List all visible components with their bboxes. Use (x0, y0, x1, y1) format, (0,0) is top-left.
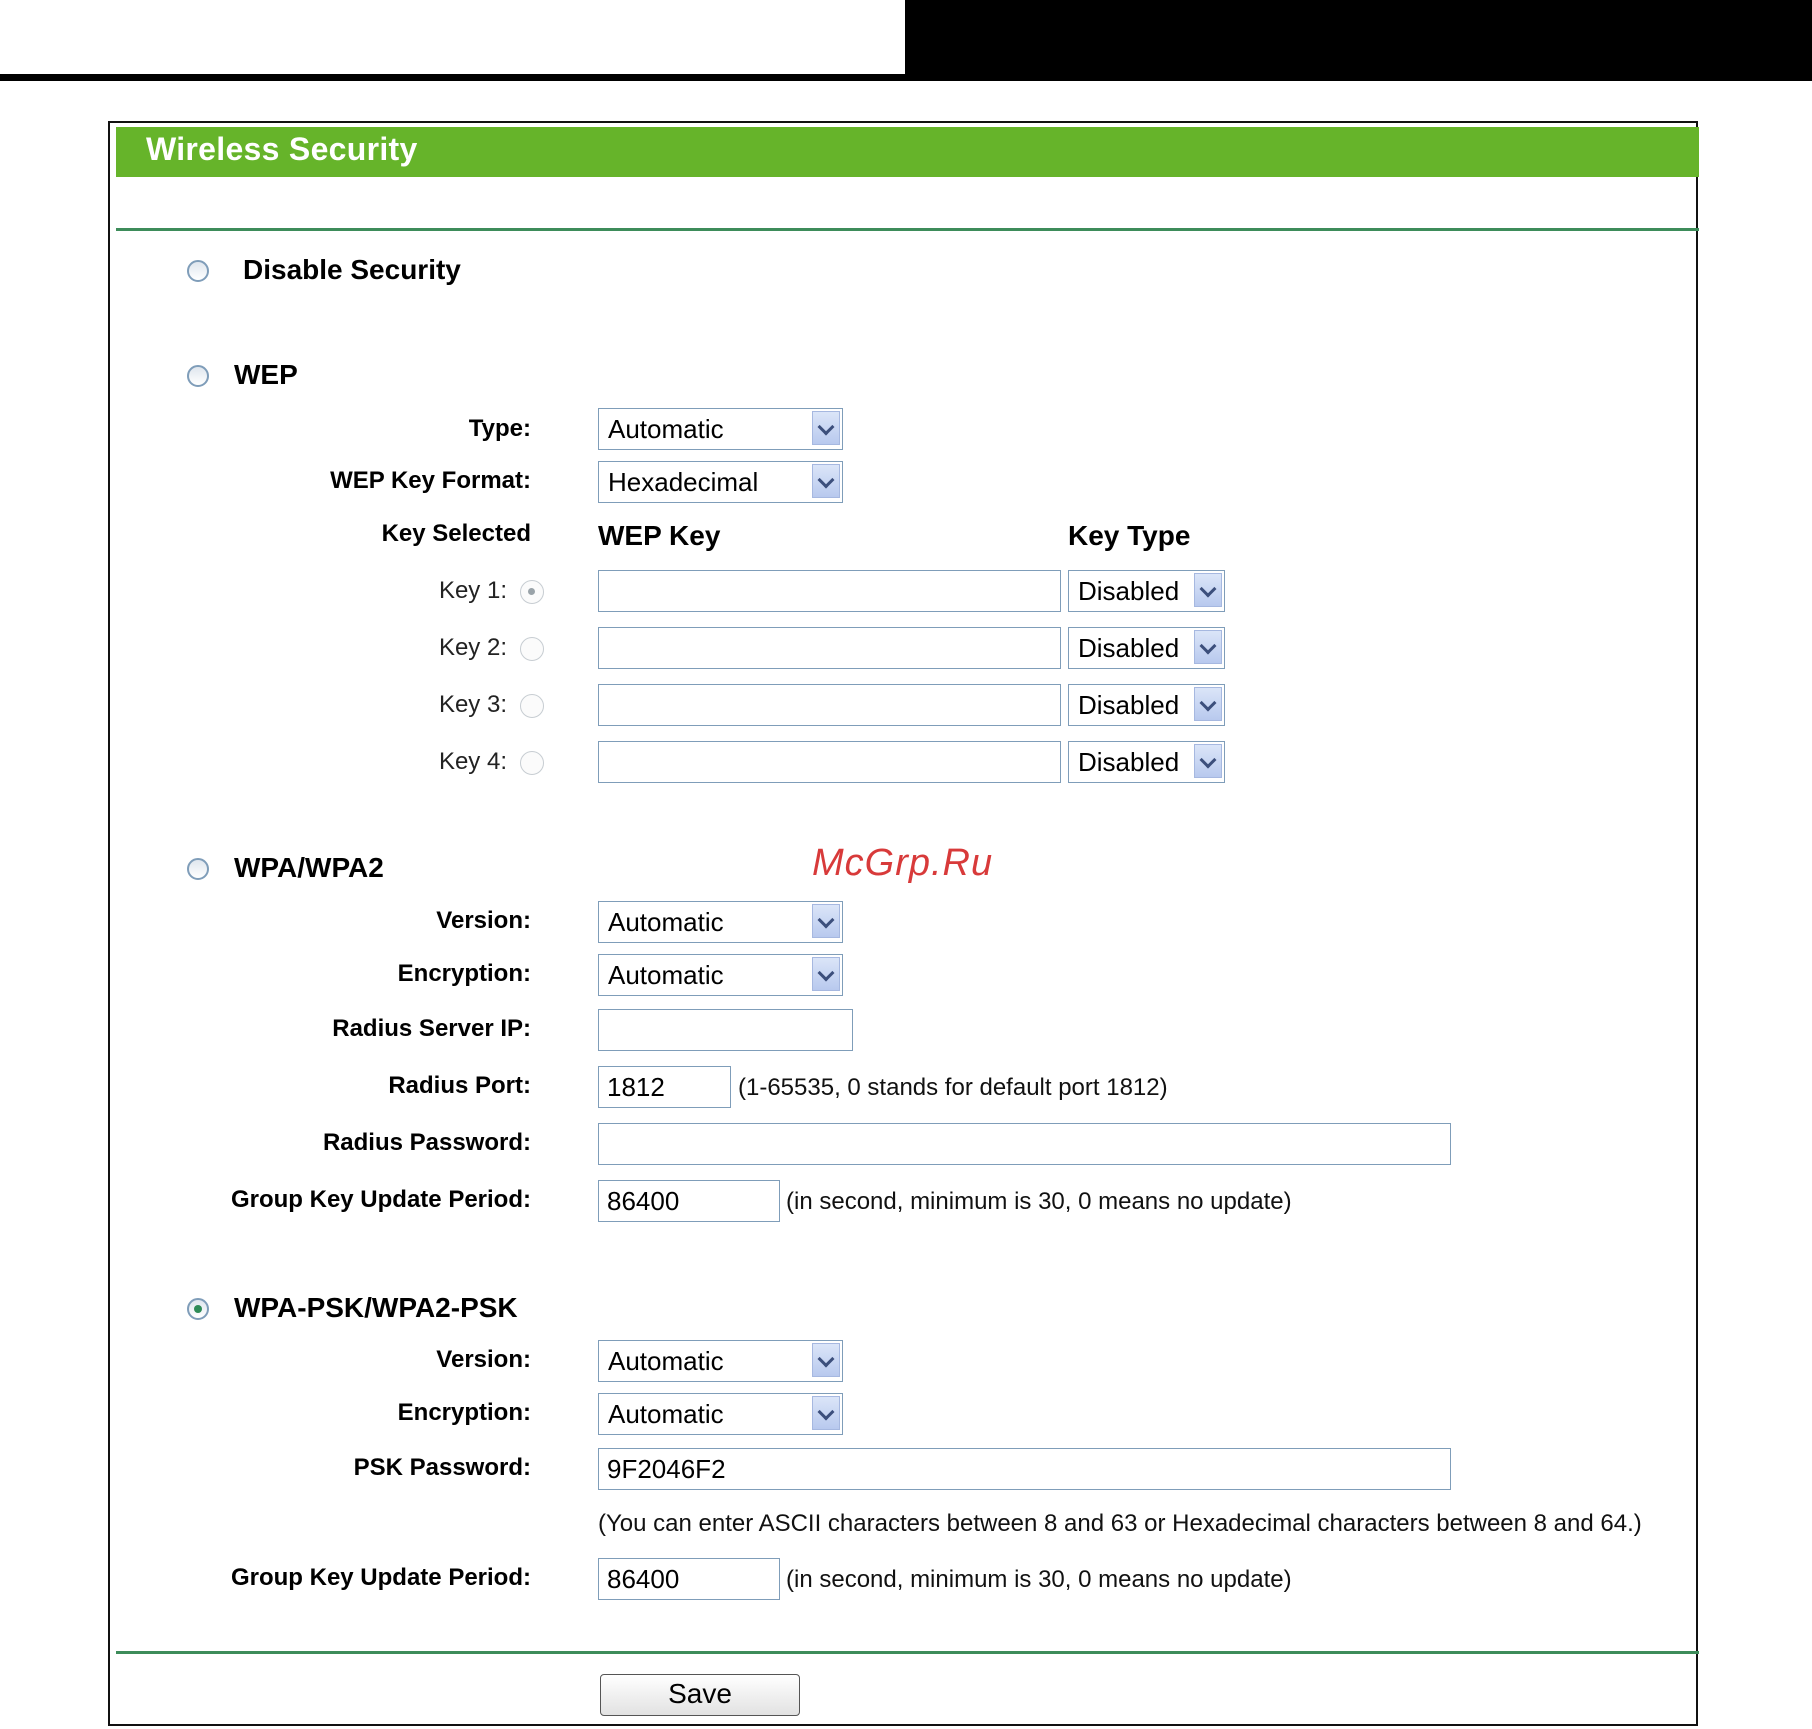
wpa-version-select[interactable] (598, 901, 843, 943)
wep-type-label: Type: (468, 415, 531, 442)
wep-format-select[interactable] (598, 461, 843, 503)
disable-security-radio[interactable] (187, 260, 209, 282)
key-3-type-value: Disabled (1078, 690, 1180, 720)
wpa-encryption-select[interactable] (598, 954, 843, 996)
wpa-version-label: Version: (436, 907, 531, 934)
psk-gkup-note: (in second, minimum is 30, 0 means no update) (786, 1566, 1292, 1593)
radius-password-label: Radius Password: (322, 1129, 531, 1156)
save-button[interactable]: Save (600, 1674, 800, 1716)
top-divider (116, 228, 1699, 231)
key-4-input[interactable] (598, 741, 1061, 783)
chevron-down-icon (812, 957, 840, 991)
disable-security-label: Disable Security (243, 254, 461, 285)
wpa-label: WPA/WPA2 (234, 852, 384, 883)
chevron-down-icon (1194, 687, 1222, 721)
key-3-radio[interactable] (520, 694, 544, 718)
wpa-encryption-label: Encryption: (397, 960, 531, 987)
key-2-type-select[interactable] (1068, 627, 1225, 669)
key-3-label: Key 3: (438, 691, 507, 718)
watermark: McGrp.Ru (812, 842, 994, 884)
chevron-down-icon (812, 1343, 840, 1377)
chevron-down-icon (812, 1396, 840, 1430)
chevron-down-icon (812, 464, 840, 498)
key-4-type-value: Disabled (1078, 747, 1180, 777)
psk-encryption-value: Automatic (608, 1399, 724, 1429)
radius-port-input[interactable]: 1812 (598, 1066, 731, 1108)
psk-gkup-input[interactable]: 86400 (598, 1558, 780, 1600)
key-4-label: Key 4: (438, 748, 507, 775)
key-1-type-select[interactable] (1068, 570, 1225, 612)
key-3-type-select[interactable] (1068, 684, 1225, 726)
psk-password-input[interactable]: 9F2046F2 (598, 1448, 1451, 1490)
key-2-type-value: Disabled (1078, 633, 1180, 663)
wpa-gkup-input[interactable]: 86400 (598, 1180, 780, 1222)
psk-version-select[interactable] (598, 1340, 843, 1382)
key-1-label: Key 1: (438, 577, 507, 604)
header-rule (0, 74, 1812, 81)
key-4-radio[interactable] (520, 751, 544, 775)
key-1-type-value: Disabled (1078, 576, 1180, 606)
key-3-input[interactable] (598, 684, 1061, 726)
wep-type-value: Automatic (608, 414, 724, 444)
wpa-version-value: Automatic (608, 907, 724, 937)
key-4-type-select[interactable] (1068, 741, 1225, 783)
wpa-encryption-value: Automatic (608, 960, 724, 990)
key-1-input[interactable] (598, 570, 1061, 612)
radius-ip-label: Radius Server IP: (332, 1015, 531, 1042)
chevron-down-icon (1194, 573, 1222, 607)
key-2-label: Key 2: (438, 634, 507, 661)
wep-key-header: WEP Key (598, 520, 721, 551)
chevron-down-icon (812, 904, 840, 938)
radius-ip-input[interactable] (598, 1009, 853, 1051)
psk-label: WPA-PSK/WPA2-PSK (234, 1292, 518, 1323)
chevron-down-icon (1194, 744, 1222, 778)
psk-radio[interactable] (187, 1298, 209, 1320)
wep-format-label: WEP Key Format: (330, 467, 531, 494)
radius-port-note: (1-65535, 0 stands for default port 1812) (738, 1074, 1168, 1101)
psk-gkup-label: Group Key Update Period: (230, 1564, 531, 1591)
wep-type-select[interactable] (598, 408, 843, 450)
wpa-gkup-note: (in second, minimum is 30, 0 means no update) (786, 1188, 1292, 1215)
key-2-input[interactable] (598, 627, 1061, 669)
chevron-down-icon (812, 411, 840, 445)
psk-encryption-select[interactable] (598, 1393, 843, 1435)
key-2-radio[interactable] (520, 637, 544, 661)
psk-password-note: (You can enter ASCII characters between 8 and 63 or Hexadecimal characters between 8 and 64.) (598, 1510, 1642, 1537)
radius-password-input[interactable] (598, 1123, 1451, 1165)
wpa-radio[interactable] (187, 858, 209, 880)
psk-version-label: Version: (436, 1346, 531, 1373)
key-1-radio[interactable] (520, 580, 544, 604)
bottom-divider (116, 1651, 1699, 1654)
key-type-header: Key Type (1068, 520, 1191, 551)
key-selected-header: Key Selected (381, 520, 531, 547)
panel-title: Wireless Security (146, 131, 418, 167)
wep-radio[interactable] (187, 365, 209, 387)
psk-encryption-label: Encryption: (397, 1399, 531, 1426)
wep-format-value: Hexadecimal (608, 467, 759, 497)
header-black-bar (905, 0, 1812, 76)
psk-password-label: PSK Password: (353, 1454, 531, 1481)
wep-label: WEP (234, 359, 298, 390)
chevron-down-icon (1194, 630, 1222, 664)
radius-port-label: Radius Port: (388, 1072, 531, 1099)
psk-version-value: Automatic (608, 1346, 724, 1376)
wpa-gkup-label: Group Key Update Period: (230, 1186, 531, 1213)
